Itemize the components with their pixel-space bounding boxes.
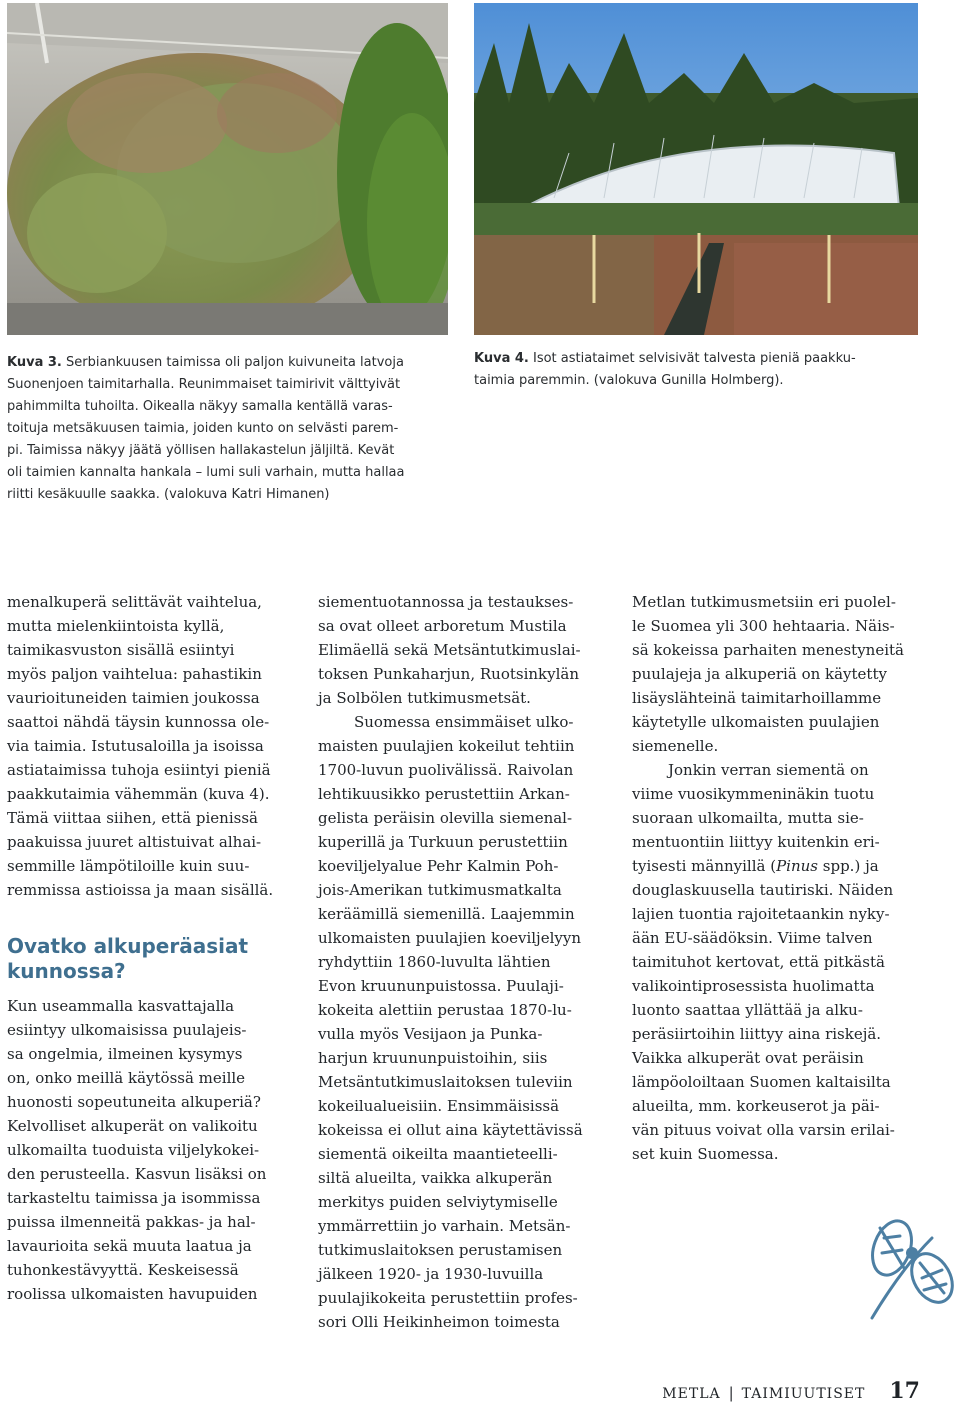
photo-greenhouse-container-seedlings (474, 3, 918, 335)
section-heading: Ovatko alkuperäasiat kunnossa? (7, 934, 249, 983)
caption-kuva-4 (474, 348, 944, 392)
paragraph: Metlan tutkimusmetsiin eri puolel- le Suomea yli 300 hehtaaria. Näis- sä kokeissa parhaiten menestyneitä puulajeja ja alkuperiä on käytetty lisäyslähteinä taimitarhoillamme käytetylle ulkomaisten puulajien siemenelle. (632, 593, 904, 755)
paragraph: siementuotannossa ja testaukses- sa ovat olleet arboretum Mustila Elimäellä sekä Metsäntutkimuslai- toksen Punkaharjun, Ruotsinkylän ja Solbölen tutkimusmetsät. (318, 593, 581, 707)
article-column-3 (632, 590, 932, 1166)
paragraph: Suomessa ensimmäiset ulko- maisten puulajien kokeilut tehtiin 1700-luvun puolivälissä. Raivolan lehtikuusikko perustettiin Arkan- gelista peräisin olevilla siemenal- kuperillä ja Turkuun perustettiin koeviljelyalue Pehr Kalmin Poh- jois-Amerikan tutkimusmatkalta keräämillä siemenillä. Laajemmin ulkomaisten puulajien koeviljelyyn ryhdyttiin 1860-luvulta lähtien Evon kruununpuistossa. Puulaji- kokeita alettiin perustaa 1870-lu- vulla myös Vesijaon ja Punka- harjun kruununpuistoihin, siis Metsäntutkimuslaitoksen tuleviin kokeilualueisiin. Ensimmäisissä kokeissa ei ollut aina käytettävissä siementä oikeilta maantieteelli- siltä alueilta, vaikka alkuperän merkitys puiden selviytymiselle ymmärrettiin jo varhain. Metsän- tutkimuslaitoksen perustamisen jälkeen 1920- ja 1930-luvuilla puulajikokeita perustettiin profes- sori Olli Heikinheimon toimesta (318, 713, 583, 1331)
caption-label: Kuva 3. (7, 355, 62, 370)
article-column-2 (318, 590, 616, 1334)
footer-section: TAIMIUUTISET (741, 1386, 866, 1402)
caption-label: Kuva 4. (474, 351, 529, 366)
seed-wing-logo-icon (862, 1208, 960, 1323)
paragraph-text: Jonkin verran siementä on viime vuosikymmeninäkin tuotu suoraan ulkomailta, mutta sie- mentuontiin liittyy kuitenkin eri- tyisesti männyillä ( (632, 761, 880, 875)
paragraph: Kun useammalla kasvattajalla esiintyy ulkomaisissa puulajeis- sa ongelmia, ilmeinen kysymys on, onko meillä käytössä meille huonosti sopeutuneita alkuperiä? Kelvolliset alkuperät on valikoitu ulkomailta tuoduista viljelykokei- den perusteella. Kasvun lisäksi on tarkasteltu taimissa ja isommissa puissa ilmenneitä pakkas- ja hal- lavaurioita sekä muuta laatua ja tuhonkestävyyttä. Keskeisessä roolissa ulkomaisten havupuiden (7, 997, 267, 1303)
species-name: Pinus (776, 857, 819, 875)
paragraph: menalkuperä selittävät vaihtelua, mutta mielenkiintoista kyllä, taimikasvuston sisällä esiintyi myös paljon vaihtelua: pahastikin vaurioituneiden taimien joukossa saattoi nähdä täysin kunnossa ole- via taimia. Istutusaloilla ja isoissa astiataimissa tuhoja esiintyi pieniä paakkutaimia vähemmän (kuva 4). Tämä viittaa siihen, että pienissä paakuissa juuret altistuivat alhai- semmille lämpötiloille kuin suu- remmissa astioissa ja maan sisällä. (7, 593, 274, 899)
paragraph-text: spp.) ja douglaskuusella tautiriski. Näiden lajien tuontia rajoitetaankin nyky- ään EU-säädöksin. Viime talven taimituhot kertovat, että pitkästä valikointiprosessista huolimatta luonto saattaa yllättää ja alku- peräsiirtoihin liittyy aina riskejä. Vaikka alkuperät ovat peräisin lämpöoloiltaan Suomen kaltaisilta alueilta, mm. korkeuserot ja päi- vän pituus voivat olla varsin erilai- set kuin Suomessa. (632, 857, 895, 1163)
photo-serbian-spruce-seedlings (7, 3, 448, 335)
caption-text: Serbiankuusen taimissa oli paljon kuivuneita latvoja Suonenjoen taimitarhalla. Reunimmaiset taimirivit välttyivät pahimmilta tuhoilta. Oikealla näkyy samalla kentällä varas- toituja metsäkuusen taimia, joiden kunto on selvästi parem- pi. Taimissa näkyy jäätä yöllisen hallakastelun jäljiltä. Kevät oli taimien kannalta hankala – lumi suli varhain, mutta hallaa riitti kesäkuulle saakka. (valokuva Katri Himanen) (7, 355, 405, 502)
article-column-1 (7, 590, 297, 1306)
caption-text: Isot astiataimet selvisivät talvesta pieniä paakku- taimia paremmin. (valokuva Gunilla Holmberg). (474, 351, 856, 388)
paragraph (632, 758, 932, 1166)
footer-brand: METLA (662, 1386, 721, 1402)
page-number: 17 (889, 1378, 920, 1404)
caption-kuva-3 (7, 352, 462, 506)
page-footer (662, 1378, 920, 1404)
footer-separator: | (728, 1384, 734, 1402)
